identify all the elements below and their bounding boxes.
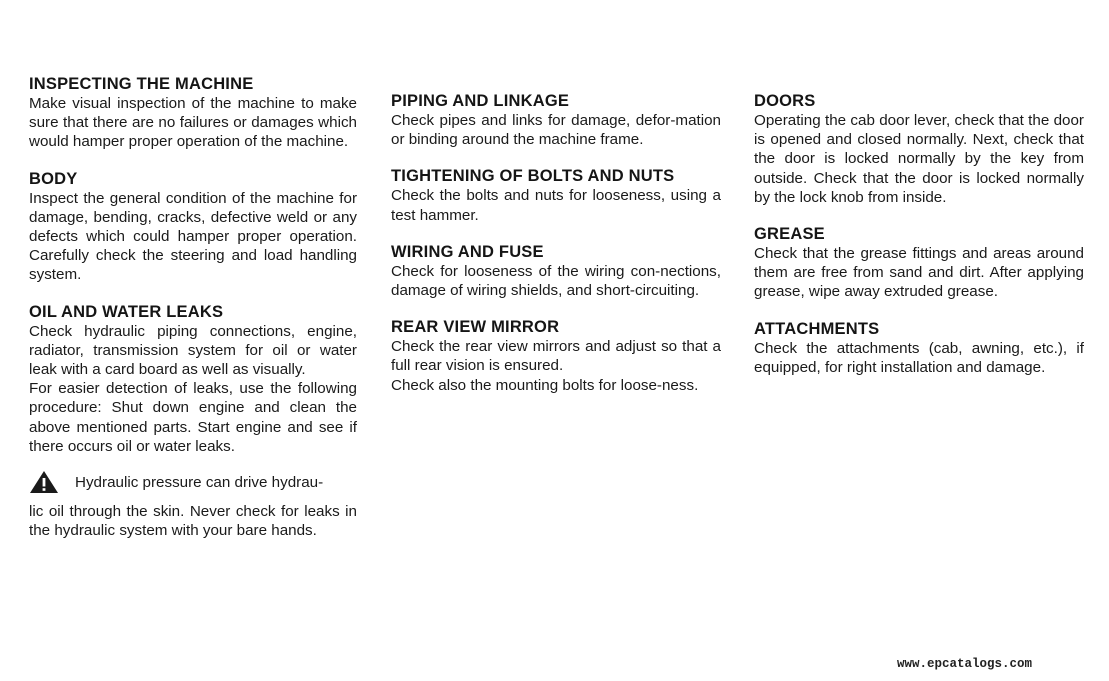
section-title: WIRING AND FUSE	[391, 242, 544, 261]
section-body	[29, 170, 357, 285]
section-oil-water-leaks	[29, 303, 357, 456]
section-body: For easier detection of leaks, use the following procedure: Shut down engine and clean the above mentioned parts. Start engine and see if there occurs oil or water leaks.	[29, 380, 357, 455]
section-title: INSPECTING THE MACHINE	[29, 75, 254, 93]
warning-first-line	[29, 470, 357, 494]
section-attachments	[754, 320, 1084, 377]
section-body: Check for looseness of the wiring con-nections, damage of wiring shields, and short-circuiting.	[391, 262, 721, 300]
section-title: ATTACHMENTS	[754, 319, 880, 338]
column-left	[29, 75, 357, 540]
section-title: OIL AND WATER LEAKS	[29, 302, 224, 321]
section-piping-linkage	[391, 92, 721, 149]
section-inspecting	[29, 75, 357, 152]
section-rear-view-mirror	[391, 318, 721, 395]
warning-triangle-icon	[29, 470, 59, 494]
warning-note	[29, 470, 357, 540]
section-doors	[754, 92, 1084, 207]
section-title: REAR VIEW MIRROR	[391, 318, 560, 337]
warning-text: lic oil through the skin. Never check for leaks in the hydraulic system with your bare hands.	[29, 503, 357, 540]
column-middle	[391, 92, 721, 395]
section-body: Operating the cab door lever, check that the door is opened and closed normally. Next, check that the door is locked normally by the key from outside. Check that the door is locked normally by the lock knob from inside.	[754, 112, 1084, 206]
section-title: PIPING AND LINKAGE	[391, 92, 570, 110]
section-body-text: Inspect the general condition of the machine for damage, bending, cracks, defective weld or any defects which could hamper proper operation. Carefully check the steering and load handling system.	[29, 189, 357, 284]
section-body: Check that the grease fittings and areas around them are free from sand and dirt. After applying grease, wipe away extruded grease.	[754, 245, 1084, 301]
section-body: Check hydraulic piping connections, engine, radiator, transmission system for oil or water leak with a card board as well as visually.	[29, 322, 357, 379]
section-body: Make visual inspection of the machine to make sure that there are no failures or damages which would hamper proper operation of the machine.	[29, 95, 357, 151]
warning-text-line1: Hydraulic pressure can drive hydrau-	[75, 473, 324, 491]
section-title: TIGHTENING OF BOLTS AND NUTS	[391, 167, 675, 186]
section-body: Check also the mounting bolts for loose-ness.	[391, 376, 699, 394]
section-body: Check the rear view mirrors and adjust so that a full rear vision is ensured.	[391, 338, 721, 375]
column-right	[754, 92, 1084, 377]
section-title: BODY	[29, 169, 78, 188]
watermark-url: www.epcatalogs.com	[897, 657, 1033, 671]
section-bolts-nuts	[391, 167, 721, 224]
section-title: DOORS	[754, 92, 816, 110]
section-body: Check the attachments (cab, awning, etc.), if equipped, for right installation and damage.	[754, 339, 1084, 376]
section-title: GREASE	[754, 225, 825, 244]
section-body: Check pipes and links for damage, defor-mation or binding around the machine frame.	[391, 112, 721, 149]
section-body: Check the bolts and nuts for looseness, using a test hammer.	[391, 187, 721, 224]
section-wiring-fuse	[391, 243, 721, 300]
section-grease	[754, 225, 1084, 302]
